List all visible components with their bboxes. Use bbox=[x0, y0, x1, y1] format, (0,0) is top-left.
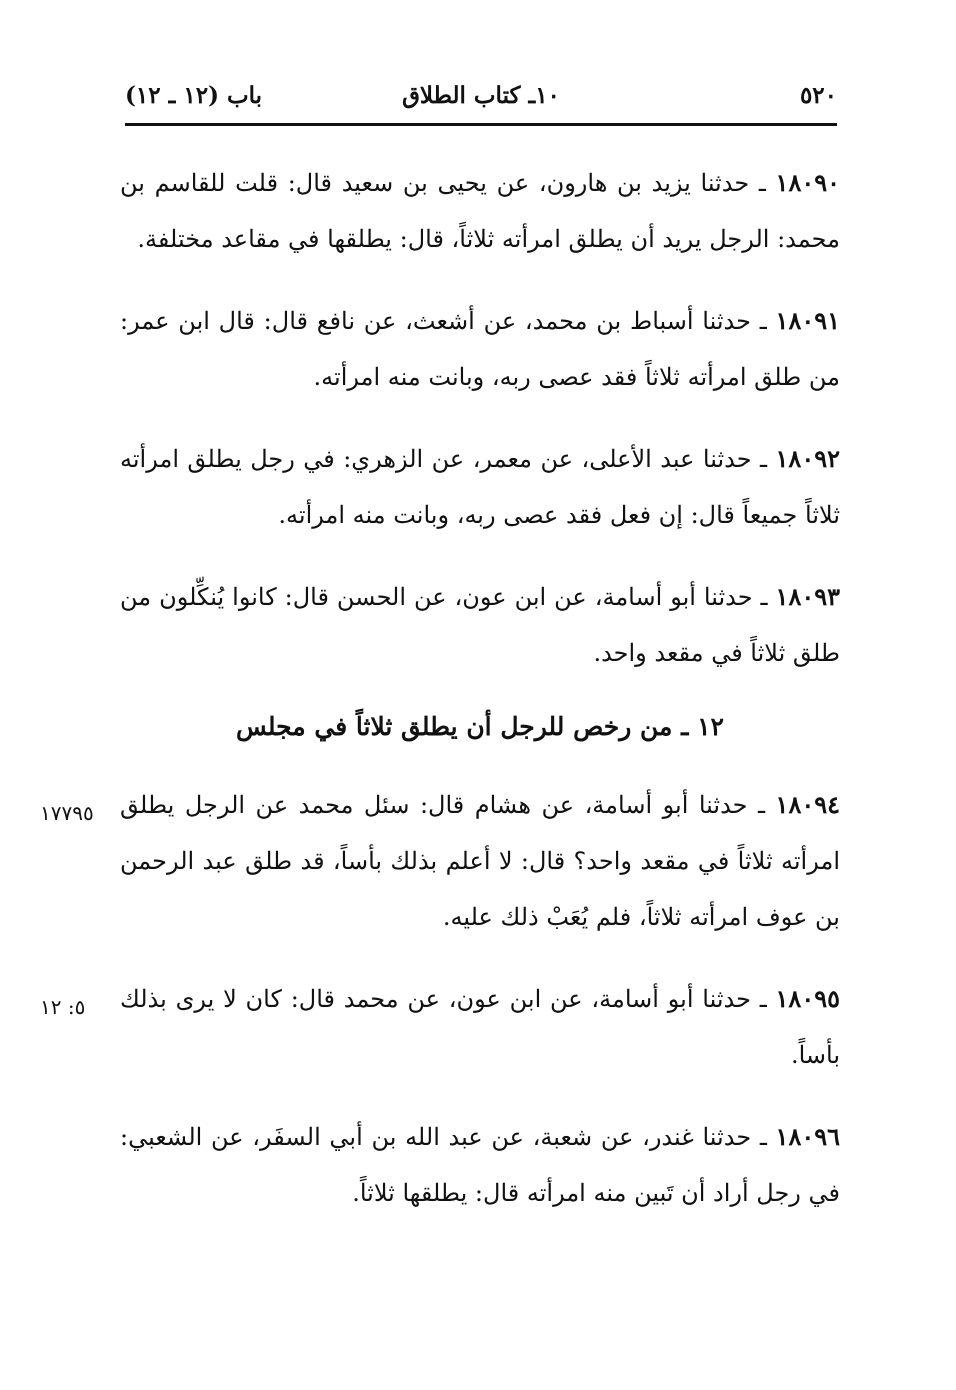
book-title: ١٠ـ كتاب الطلاق bbox=[402, 82, 560, 109]
hadith-text: ـ حدثنا عبد الأعلى، عن معمر، عن الزهري: في رجل يطلق امرأته ثلاثاً جميعاً قال: إن فعل فقد عصى ربه، وبانت منه امرأته. bbox=[120, 445, 840, 529]
hadith-text: ـ حدثنا يزيد بن هارون، عن يحيى بن سعيد قال: قلت للقاسم بن محمد: الرجل يريد أن يطلق امرأته ثلاثاً، قال: يطلقها في مقاعد مختلفة. bbox=[120, 169, 840, 253]
hadith-text: ـ حدثنا أبو أسامة، عن هشام قال: سئل محمد عن الرجل يطلق امرأته ثلاثاً في مقعد واحد؟ قال: لا أعلم بذلك بأساً، قد طلق عبد الرحمن بن عوف امرأته ثلاثاً، فلم يُعَبْ ذلك عليه. bbox=[120, 791, 840, 931]
hadith-paragraph bbox=[40, 777, 840, 945]
section-heading: ١٢ ـ من رخص للرجل أن يطلق ثلاثاً في مجلس bbox=[236, 712, 724, 741]
hadith-number: ١٨٠٩٤ bbox=[775, 790, 840, 819]
hadith-paragraph bbox=[120, 1109, 840, 1221]
hadith-text: ـ حدثنا أسباط بن محمد، عن أشعث، عن نافع قال: قال ابن عمر: من طلق امرأته ثلاثاً فقد عصى ربه، وبانت منه امرأته. bbox=[120, 307, 840, 391]
hadith-paragraph bbox=[120, 293, 840, 405]
hadith-paragraph bbox=[120, 569, 840, 681]
margin-reference: ١٧٧٩٥ bbox=[40, 801, 94, 825]
hadith-paragraph bbox=[40, 971, 840, 1083]
hadith-number: ١٨٠٩٥ bbox=[775, 984, 840, 1013]
page-content bbox=[40, 155, 840, 1247]
hadith-number: ١٨٠٩٣ bbox=[775, 582, 840, 611]
page-header bbox=[125, 82, 837, 118]
hadith-paragraph bbox=[120, 431, 840, 543]
hadith-number: ١٨٠٩٠ bbox=[775, 168, 840, 197]
hadith-number: ١٨٠٩٢ bbox=[775, 444, 840, 473]
hadith-number: ١٨٠٩٦ bbox=[775, 1122, 840, 1151]
chapter-reference: باب (١٢ ـ ١٢) bbox=[125, 82, 263, 109]
margin-reference: ٥: ١٢ bbox=[40, 995, 86, 1019]
page-number: ٥٢٠ bbox=[799, 82, 837, 109]
header-rule bbox=[125, 123, 837, 126]
hadith-text: ـ حدثنا أبو أسامة، عن ابن عون، عن الحسن قال: كانوا يُنكِّلون من طلق ثلاثاً في مقعد واحد. bbox=[120, 583, 840, 667]
hadith-text: ـ حدثنا أبو أسامة، عن ابن عون، عن محمد قال: كان لا يرى بذلك بأساً. bbox=[120, 985, 840, 1069]
hadith-paragraph bbox=[120, 155, 840, 267]
hadith-text: ـ حدثنا غندر، عن شعبة، عن عبد الله بن أبي السفَر، عن الشعبي: في رجل أراد أن تَبين منه امرأته قال: يطلقها ثلاثاً. bbox=[120, 1123, 840, 1207]
hadith-number: ١٨٠٩١ bbox=[775, 306, 840, 335]
